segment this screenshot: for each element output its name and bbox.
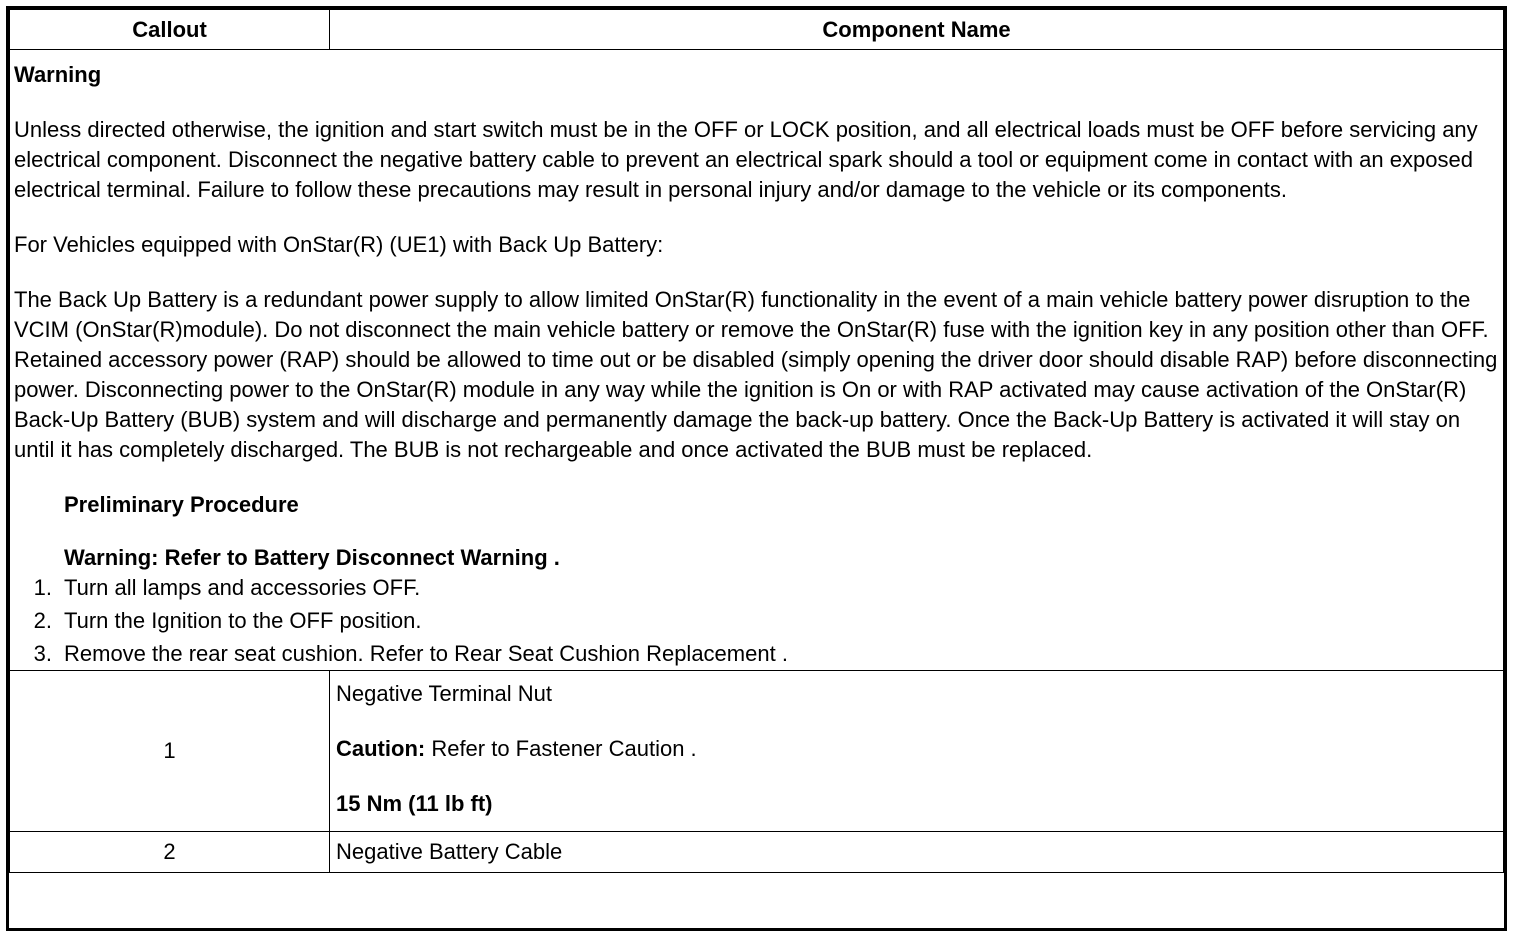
caution-text: Refer to Fastener Caution . — [425, 736, 697, 761]
component-table-frame — [6, 6, 1507, 931]
procedure-warning: Warning: Refer to Battery Disconnect Warning . — [64, 545, 560, 570]
warning-paragraph-3: The Back Up Battery is a redundant power supply to allow limited OnStar(R) functionality in the event of a main vehicle battery power disruption to the VCIM (OnStar(R)module). Do not disconnect the main vehicle battery or remove the OnStar(R) fuse with the ignition key in any position other than OFF. Retained accessory power (RAP) should be allowed to time out or be disabled (simply opening the driver door should disable RAP) before disconnecting power. Disconnecting power to the OnStar(R) module in any way while the ignition is On or with RAP activated may cause activation of the OnStar(R) Back-Up Battery (BUB) system and will discharge and permanently damage the back-up battery. Once the Back-Up Battery is activated it will stay on until it has completely discharged. The BUB is not rechargeable and once activated the BUB must be replaced. — [14, 287, 1498, 462]
warning-paragraph-2: For Vehicles equipped with OnStar(R) (UE1) with Back Up Battery: — [14, 232, 664, 257]
component-name: Negative Terminal Nut — [336, 681, 553, 706]
step-text: Remove the rear seat cushion. Refer to Rear Seat Cushion Replacement . — [64, 641, 788, 666]
step-text: Turn the Ignition to the OFF position. — [64, 608, 422, 633]
step-number: 2. — [33, 608, 52, 633]
callout-cell: 1 — [10, 671, 330, 832]
step-number: 1. — [33, 575, 52, 600]
header-component-name: Component Name — [330, 10, 1504, 50]
procedure-step — [14, 571, 1499, 604]
torque-spec: 15 Nm (11 lb ft) — [336, 791, 493, 816]
warning-row — [10, 50, 1504, 671]
procedure-steps — [14, 571, 1499, 670]
header-callout: Callout — [10, 10, 330, 50]
component-table — [9, 9, 1504, 873]
table-header-row — [10, 10, 1504, 50]
warning-paragraph-1: Unless directed otherwise, the ignition and start switch must be in the OFF or LOCK position, and all electrical loads must be OFF before servicing any electrical component. Disconnect the negative battery cable to prevent an electrical spark should a tool or equipment come in contact with an exposed electrical terminal. Failure to follow these precautions may result in personal injury and/or damage to the vehicle or its components. — [14, 117, 1478, 202]
procedure-step — [14, 604, 1499, 637]
step-number: 3. — [33, 641, 52, 666]
table-row — [10, 671, 1504, 832]
callout-cell: 2 — [10, 832, 330, 873]
component-name: Negative Battery Cable — [330, 832, 1504, 873]
caution-label: Caution: — [336, 736, 426, 761]
warning-cell — [10, 50, 1504, 671]
table-row — [10, 832, 1504, 873]
warning-title: Warning — [14, 62, 102, 87]
component-cell — [330, 671, 1504, 832]
procedure-step — [14, 637, 1499, 670]
caution-line — [336, 734, 1497, 764]
procedure-title: Preliminary Procedure — [64, 492, 299, 517]
step-text: Turn all lamps and accessories OFF. — [64, 575, 421, 600]
